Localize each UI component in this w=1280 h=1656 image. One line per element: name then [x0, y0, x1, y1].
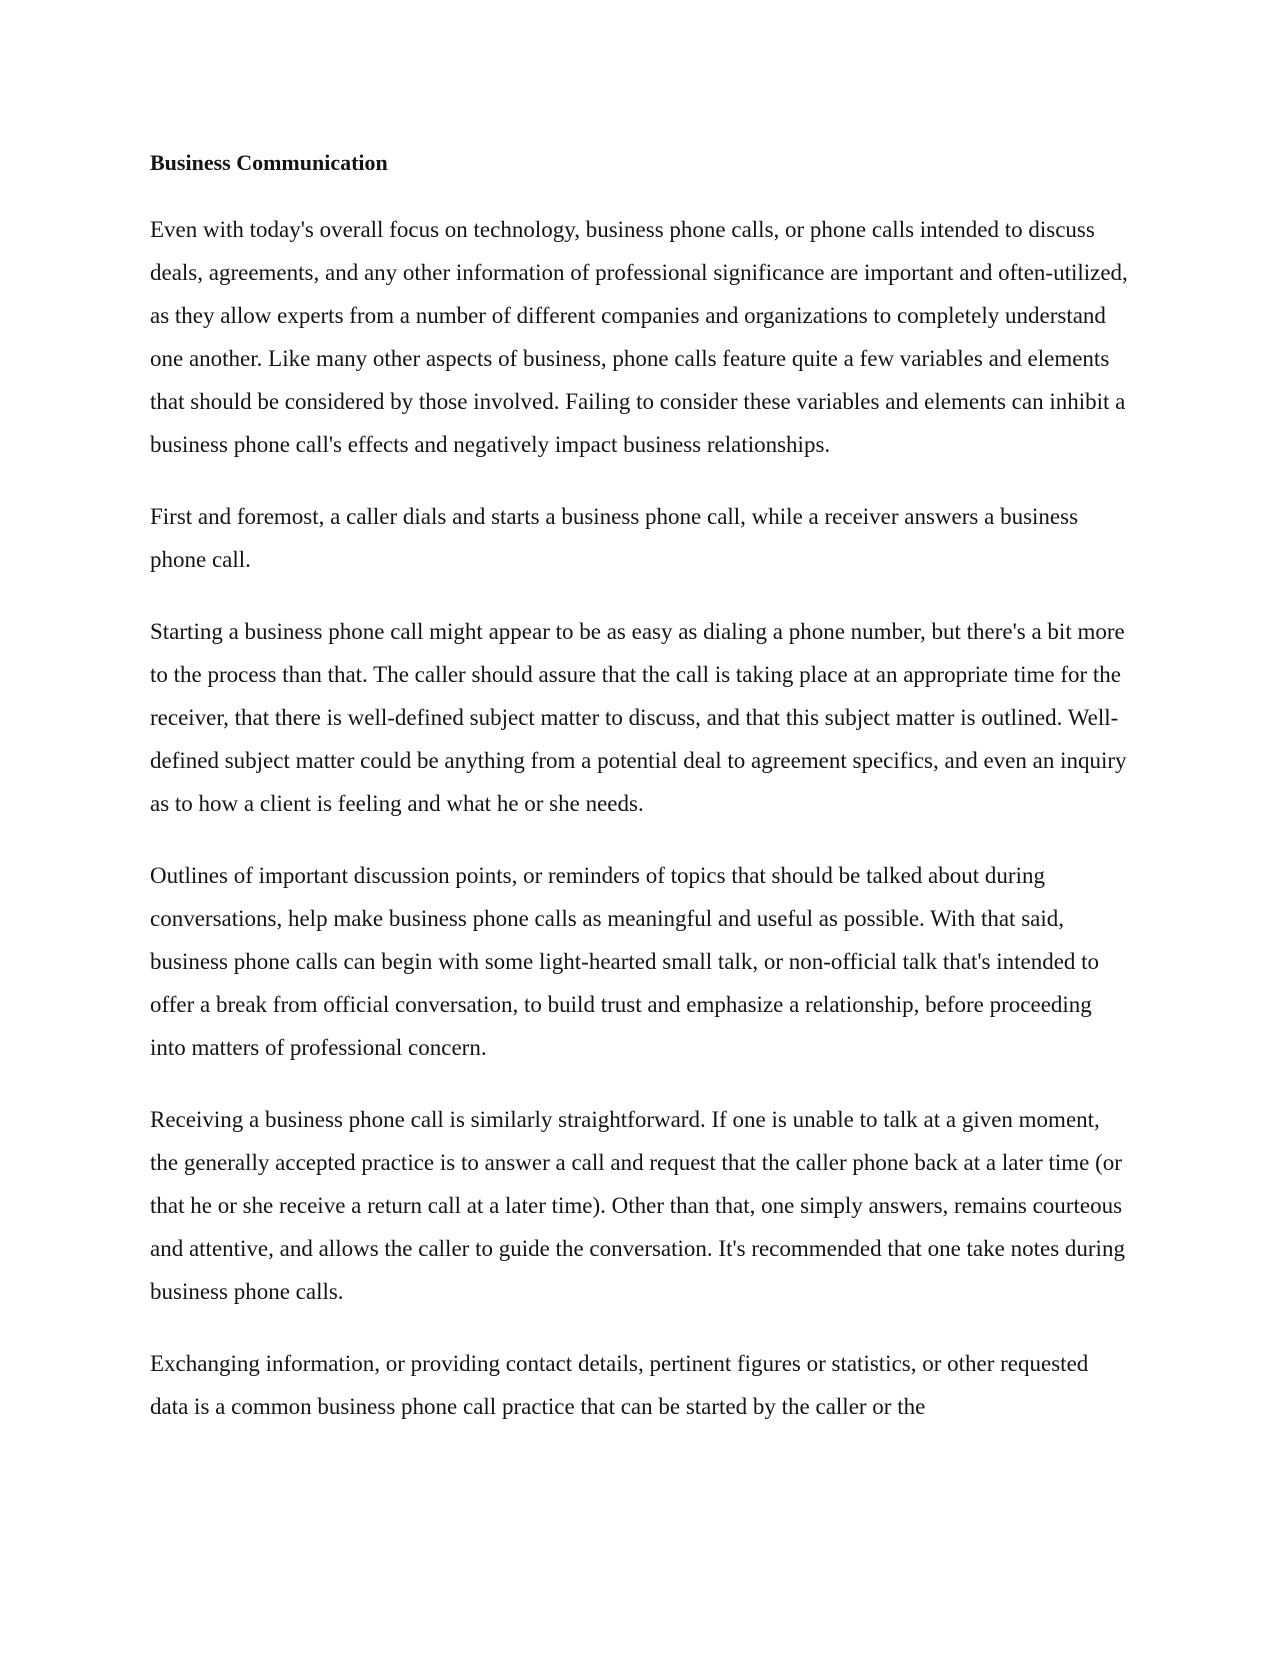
paragraph-starting-call: Starting a business phone call might appear to be as easy as dialing a phone number, but there's a bit more to the process than that. The caller should assure that the call is taking place at an appropriate time for the receiver, that there is well-defined subject matter to discuss, and that this subject matter is outlined. Well-defined subject matter could be anything from a potential deal to agreement specifics, and even an inquiry as to how a client is feeling and what he or she needs.: [150, 619, 1127, 816]
document-body: [150, 146, 1130, 1457]
paragraph-receiving-call: Receiving a business phone call is similarly straightforward. If one is unable to talk at a given moment, the generally accepted practice is to answer a call and request that the caller phone back at a later time (or that he or she receive a return call at a later time). Other than that, one simply answers, remains courteous and attentive, and allows the caller to guide the conversation. It's recommended that one take notes during business phone calls.: [150, 1107, 1125, 1304]
paragraph-outlines: Outlines of important discussion points, or reminders of topics that should be talked about during conversations, help make business phone calls as meaningful and useful as possible. With that said, business phone calls can begin with some light-hearted small talk, or non-official talk that's intended to offer a break from official conversation, to build trust and emphasize a relationship, before proceeding into matters of professional concern.: [150, 863, 1100, 1060]
paragraph-intro: Even with today's overall focus on technology, business phone calls, or phone calls intended to discuss deals, agreements, and any other information of professional significance are important and often-utilized, as they allow experts from a number of different companies and organizations to completely understand one another. Like many other aspects of business, phone calls feature quite a few variables and elements that should be considered by those involved. Failing to consider these variables and elements can inhibit a business phone call's effects and negatively impact business relationships.: [150, 217, 1128, 457]
paragraph-exchanging-info: Exchanging information, or providing contact details, pertinent figures or statistics, or other requested data is a common business phone call practice that can be started by the caller or the: [150, 1351, 1089, 1419]
document-title: Business Communication: [150, 150, 388, 175]
paragraph-caller-receiver: First and foremost, a caller dials and starts a business phone call, while a receiver answers a business phone call.: [150, 504, 1079, 572]
